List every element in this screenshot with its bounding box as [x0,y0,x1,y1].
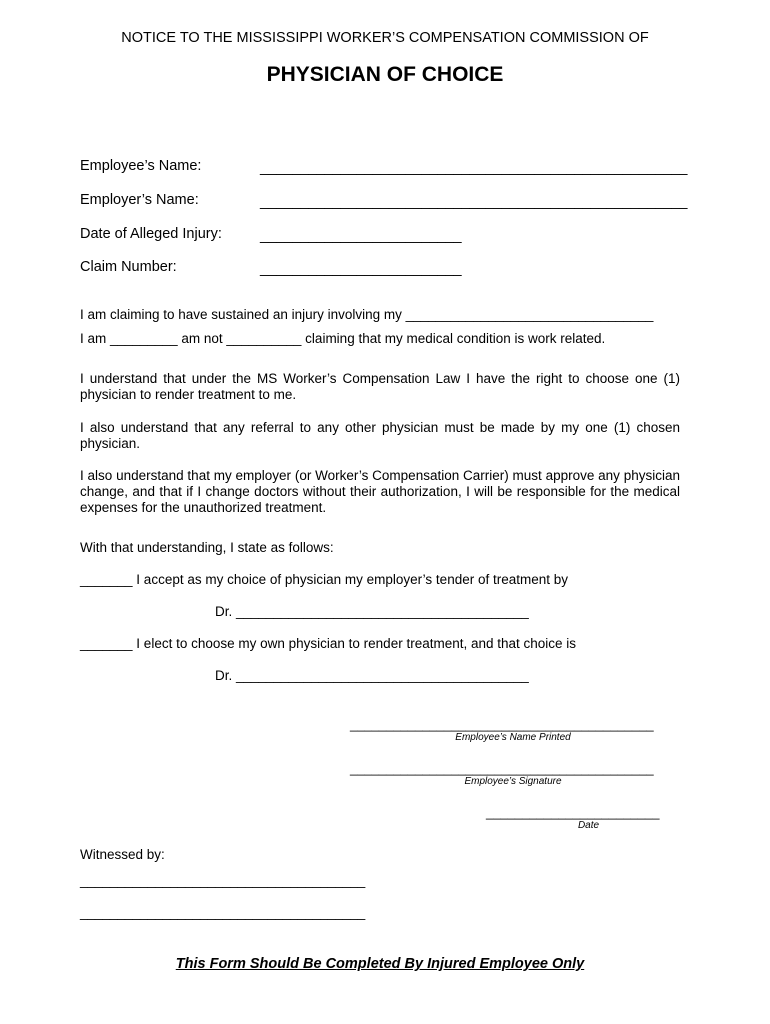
injury-date-label: Date of Alleged Injury: [80,226,222,242]
employee-name-label: Employee’s Name: [80,158,202,174]
option-choose-own-physician: _______ I elect to choose my own physician to render treatment, and that choice is [80,636,577,651]
statement-line: With that understanding, I state as follows: [80,540,334,555]
claim-number-label: Claim Number: [80,259,177,275]
injury-involving-line: I am claiming to have sustained an injury involving my _________________________________ [80,307,654,322]
witness-line-2: ______________________________________ [80,905,366,920]
employer-name-label: Employer’s Name: [80,192,199,208]
work-related-claim-line: I am _________ am not __________ claiming that my medical condition is work related. [80,331,606,346]
paragraph-referral: I also understand that any referral to any other physician must be made by my one (1) chosen physician. [80,420,680,451]
employee-name-line: _____________________________________________________ [260,160,688,176]
option-accept-employer-tender: _______ I accept as my choice of physician my employer’s tender of treatment by [80,572,569,587]
option-accept-doctor-line: Dr. _______________________________________ [215,604,529,619]
page-title: PHYSICIAN OF CHOICE [266,63,504,86]
date-caption: Date [577,820,600,831]
employee-name-printed-caption: Employee’s Name Printed [455,732,571,743]
date-line: ________________________ [486,805,660,820]
footer-instruction: This Form Should Be Completed By Injured Employee Only [175,956,585,972]
employee-signature-line: __________________________________________ [350,761,654,776]
witness-line-1: ______________________________________ [80,873,366,888]
notice-header: NOTICE TO THE MISSISSIPPI WORKER’S COMPENSATION COMMISSION OF [121,30,649,46]
paragraph-physician-change: I also understand that my employer (or Worker’s Compensation Carrier) must approve any physician change, and that if I change doctors without their authorization, I will be responsible for the medical expenses for the unauthorized treatment. [80,468,680,515]
paragraph-right-to-choose: I understand that under the MS Worker’s Compensation Law I have the right to choose one (1) physician to render treatment to me. [80,371,680,402]
injury-date-line: _________________________ [260,228,462,244]
employer-name-line: _____________________________________________________ [260,194,688,210]
employee-signature-caption: Employee’s Signature [464,776,562,787]
employee-name-printed-line: __________________________________________ [350,717,654,732]
claim-number-line: _________________________ [260,261,462,277]
option-own-doctor-line: Dr. _______________________________________ [215,668,529,683]
witnessed-by-label: Witnessed by: [80,847,165,862]
